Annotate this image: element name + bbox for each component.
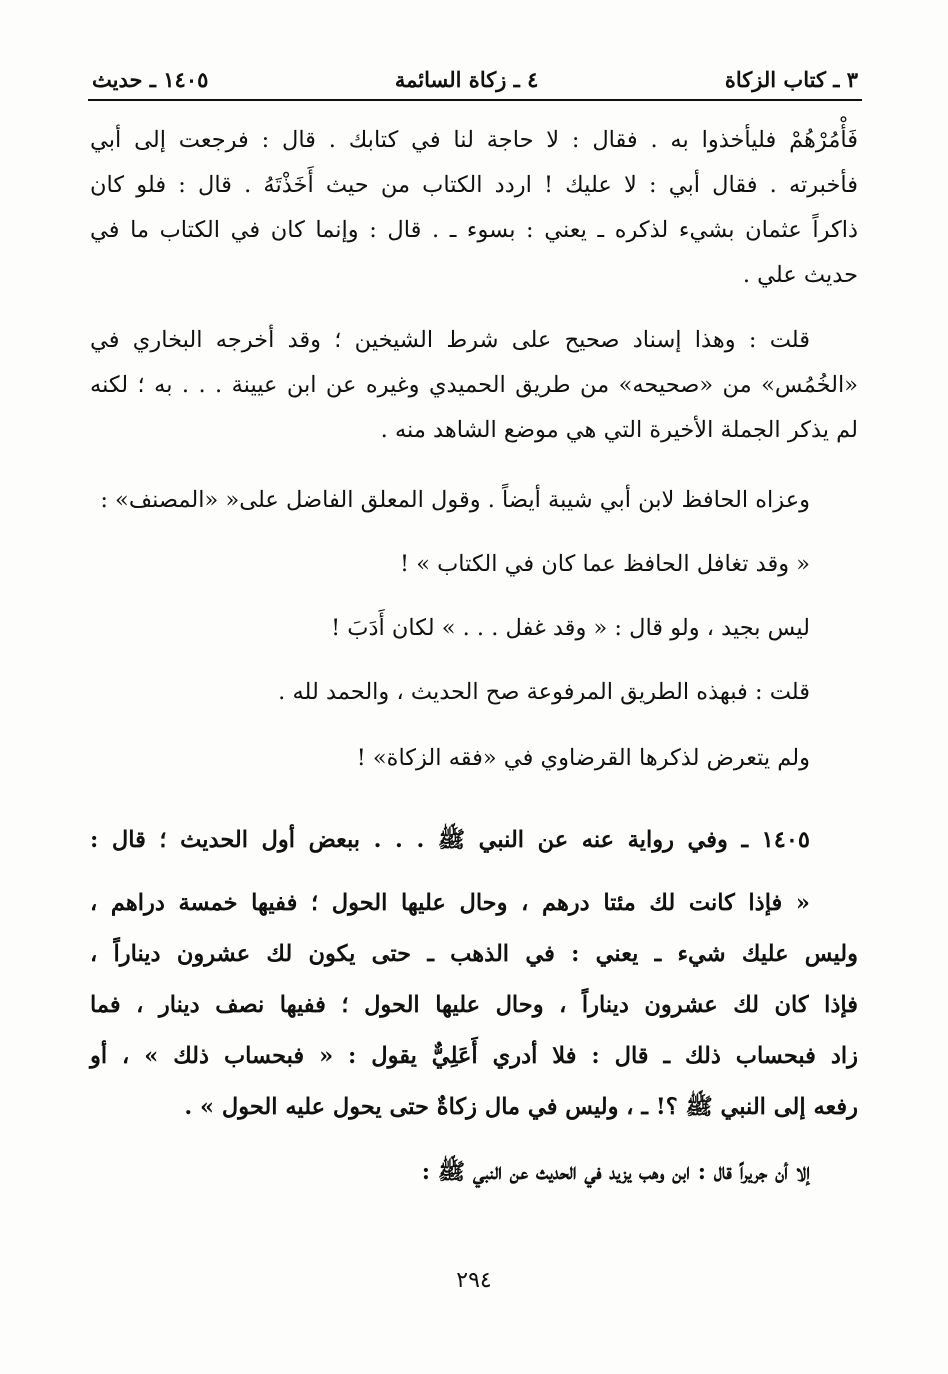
text-line: وليس عليك شيء ـ يعني : في الذهب ـ حتى يكون لك عشرون ديناراً ، bbox=[90, 941, 858, 967]
text-line: فأخبرته . فقال أبي : لا عليك ! اردد الكتاب من حيث أَخَذْتَهُ . قال : فلو كان bbox=[90, 172, 858, 198]
text-line: ١٤٠٥ ـ وفي رواية عنه عن النبي ﷺ . . . ببعض أول الحديث ؛ قال : bbox=[90, 827, 810, 853]
paragraph-2 bbox=[90, 318, 858, 453]
text-line: إلا أن جريراً قال : ابن وهب يزيد في الحديث عن النبي ﷺ : bbox=[421, 1159, 810, 1185]
text-line: فإذا كان لك عشرون ديناراً ، وحال عليها الحول ؛ ففيها نصف دينار ، فما bbox=[90, 992, 858, 1018]
paragraph-6 bbox=[90, 670, 858, 715]
text-line: قلت : فبهذه الطريق المرفوعة صح الحديث ، والحمد لله . bbox=[278, 679, 810, 705]
paragraph-3 bbox=[90, 478, 858, 523]
text-line: « وقد تغافل الحافظ عما كان في الكتاب » ! bbox=[400, 551, 810, 577]
text-line: لم يذكر الجملة الأخيرة التي هي موضع الشاهد منه . bbox=[380, 417, 858, 443]
text-line: زاد فبحساب ذلك ـ قال : فلا أدري أَعَلِيٌّ يقول : « فبحساب ذلك » ، أو bbox=[90, 1043, 858, 1069]
running-header bbox=[92, 62, 858, 96]
text-line: فَأْمُرْهُمْ فليأخذوا به . فقال : لا حاجة لنا في كتابك . قال : فرجعت إلى أبي bbox=[90, 127, 858, 153]
header-chapter: ٣ ـ كتاب الزكاة bbox=[724, 66, 858, 92]
header-hadith-number: ١٤٠٥ ـ حديث bbox=[92, 66, 209, 92]
text-line: ليس بجيد ، ولو قال : « وقد غفل . . . » لكان أَدَبَ ! bbox=[331, 615, 810, 641]
closing-line bbox=[90, 1150, 858, 1195]
paragraph-5 bbox=[90, 606, 858, 651]
text-line: «الخُمُس» من «صحيحه» من طريق الحميدي وغيره عن ابن عيينة . . . به ؛ لكنه bbox=[90, 372, 858, 398]
text-line: حديث علي . bbox=[742, 262, 858, 288]
text-line: « فإذا كانت لك مئتا درهم ، وحال عليها الحول ؛ ففيها خمسة دراهم ، bbox=[90, 890, 810, 916]
header-divider bbox=[88, 99, 862, 101]
text-line: وعزاه الحافظ لابن أبي شيبة أيضاً . وقول المعلق الفاضل على« «المصنف» : bbox=[100, 487, 810, 513]
hadith-text bbox=[90, 878, 858, 1133]
paragraph-7 bbox=[90, 736, 858, 781]
page-number: ٢٩٤ bbox=[456, 1268, 492, 1293]
text-line: قلت : وهذا إسناد صحيح على شرط الشيخين ؛ وقد أخرجه البخاري في bbox=[90, 327, 810, 353]
text-line: رفعه إلى النبي ﷺ ؟! ـ ، وليس في مال زكاةٌ حتى يحول عليه الحول » . bbox=[184, 1094, 858, 1120]
text-line: ذاكراً عثمان بشيء لذكره ـ يعني : بسوء ـ . قال : وإنما كان في الكتاب ما في bbox=[90, 217, 858, 243]
paragraph-4 bbox=[90, 542, 858, 587]
hadith-heading bbox=[90, 818, 858, 863]
paragraph-1 bbox=[90, 118, 858, 298]
text-line: ولم يتعرض لذكرها القرضاوي في «فقه الزكاة» ! bbox=[356, 745, 810, 771]
header-section: ٤ ـ زكاة السائمة bbox=[394, 66, 539, 92]
